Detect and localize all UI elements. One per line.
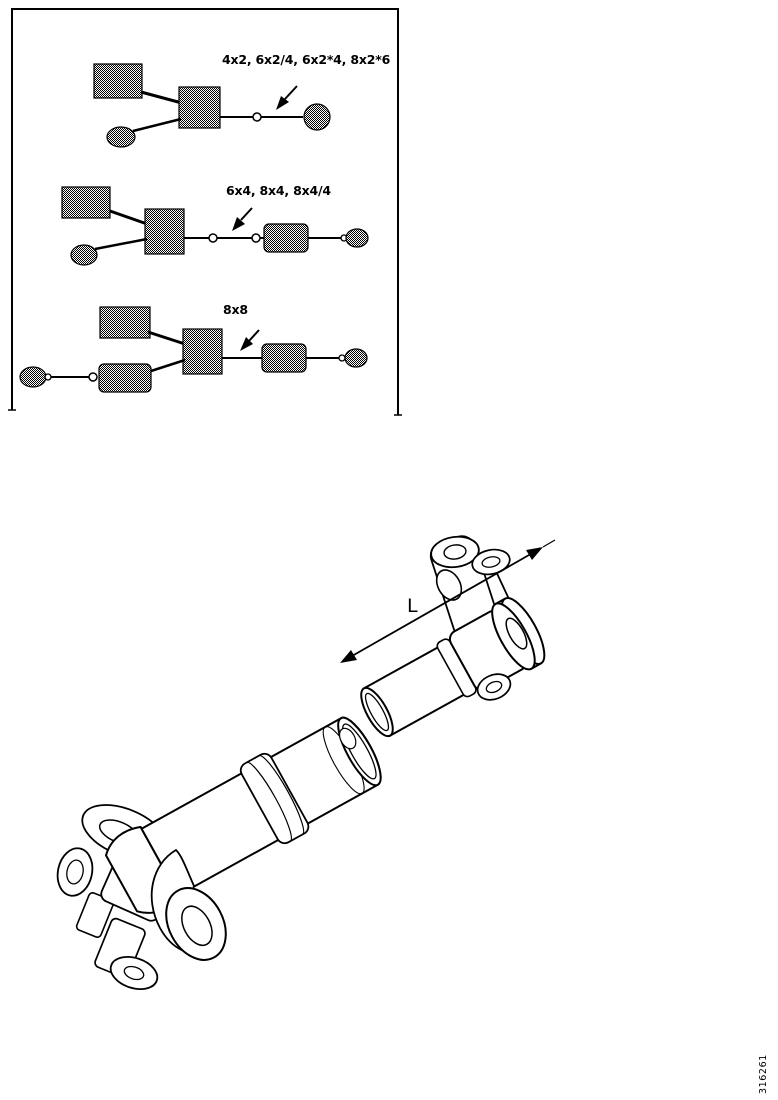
shaft-joint-circle (252, 234, 260, 242)
second-rear-axle-blob (346, 229, 368, 247)
gearbox-block (179, 87, 220, 128)
diagram-all-wheel-drive (20, 302, 367, 392)
shaft-joint-circle (339, 355, 345, 361)
shaft-joint-circle (209, 234, 217, 242)
arrowhead-upper-icon (526, 547, 543, 560)
callout-arrow-icon (232, 208, 252, 231)
gearbox-block (183, 329, 222, 374)
main-shaft-tube (100, 706, 392, 922)
length-dimension-label: L (407, 595, 418, 617)
diagram-label-tandem-drive: 6x4, 8x4, 8x4/4 (226, 183, 331, 198)
bearing-cup-left (53, 845, 96, 899)
callout-arrow-icon (276, 86, 297, 110)
diagram-label-single-drive: 4x2, 6x2/4, 6x2*4, 8x2*6 (222, 52, 391, 67)
engine-gearbox-link (148, 332, 188, 345)
front-axle-blob (107, 127, 135, 147)
figure-number: 316261 (758, 1054, 769, 1094)
engine-block (94, 64, 142, 98)
shaft-joint-circle (45, 374, 51, 380)
front-axle-link (133, 119, 181, 131)
gearbox-block (145, 209, 184, 254)
first-rear-axle-cylinder (264, 224, 308, 252)
rear-axle-blob (304, 104, 330, 130)
propeller-shaft-illustration (53, 533, 555, 995)
dimension-overshoot (543, 540, 555, 547)
arrowhead-lower-icon (340, 650, 357, 663)
transfer-gearbox-link (151, 360, 185, 371)
first-rear-axle-cylinder (262, 344, 306, 372)
shaft-joint-circle (89, 373, 97, 381)
transfer-cylinder (99, 364, 151, 392)
engine-gearbox-link (110, 211, 150, 225)
callout-arrow-icon (240, 330, 259, 351)
diagram-label-all-wheel-drive: 8x8 (223, 302, 248, 317)
diagram-single-drive (94, 52, 391, 147)
front-axle-link (95, 239, 147, 249)
front-axle-blob (20, 367, 46, 387)
panel-border-ticks (8, 410, 402, 415)
engine-block (62, 187, 110, 218)
shaft-joint-circle (253, 113, 261, 121)
engine-block (100, 307, 150, 338)
front-axle-blob (71, 245, 97, 265)
second-rear-axle-blob (345, 349, 367, 367)
diagram-tandem-drive (62, 183, 368, 265)
